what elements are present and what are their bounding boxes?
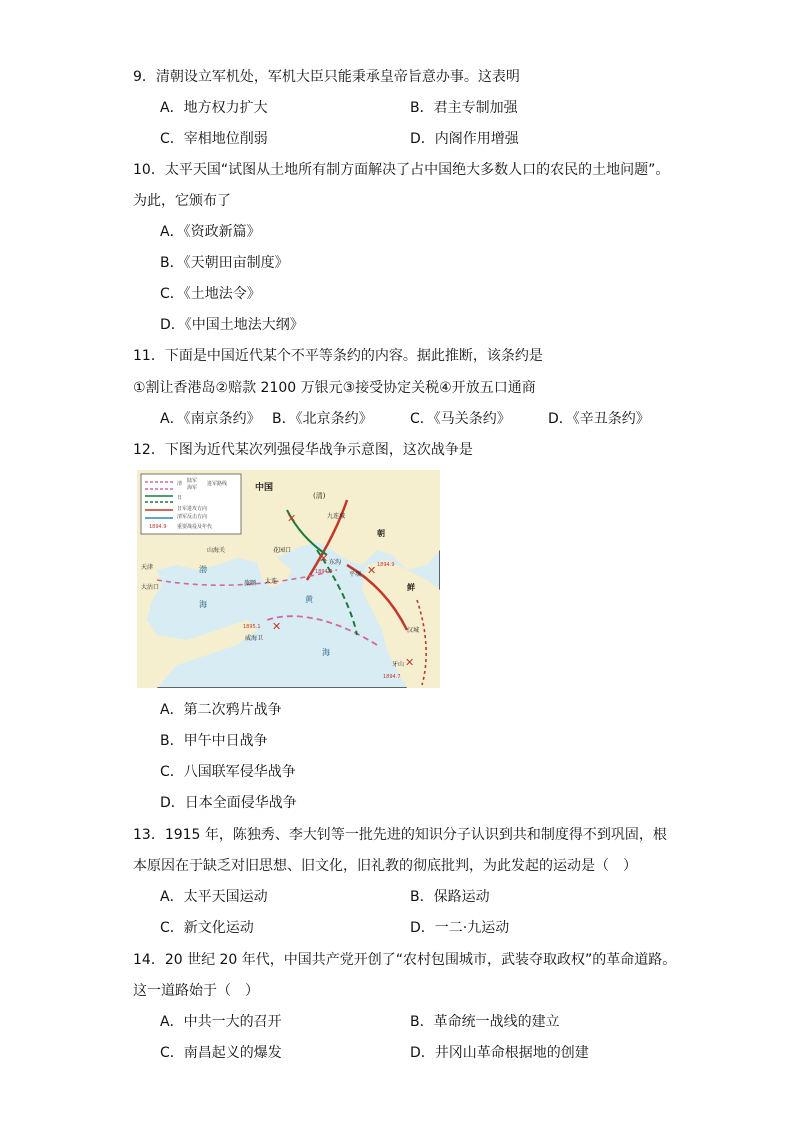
q13-option-d[interactable]: D．一二·九运动 (410, 920, 510, 936)
q11-option-c[interactable]: C．《马关条约》 (410, 411, 511, 427)
q10-option-a[interactable]: A．《资政新篇》 (160, 224, 261, 240)
battle-marker-5: ✕ (405, 656, 415, 669)
label-chao: 朝 (377, 529, 385, 538)
label-china: 中国 (255, 483, 274, 493)
q14-option-d[interactable]: D．井冈山革命根据地的创建 (410, 1045, 589, 1061)
q10-option-b[interactable]: B．《天朝田亩制度》 (160, 255, 289, 271)
legend-japan: 日 (177, 495, 183, 501)
label-year-weihaiwei: 1895.1 (243, 624, 261, 630)
label-yashan: 牙山 (392, 661, 405, 668)
q13-stem-line1: 13．1915 年，陈独秀、李大钊等一批先进的知识分子认识到共和制度得不到巩固，根 (133, 827, 667, 843)
label-qing: (清) (313, 492, 326, 500)
q12-option-c[interactable]: C．八国联军侵华战争 (160, 764, 296, 780)
label-dagukou: 大沽口 (141, 584, 160, 591)
label-lushun: 旅顺 (244, 580, 257, 587)
label-jiuliancheng: 九连城 (327, 513, 346, 520)
q13-option-a[interactable]: A．太平天国运动 (160, 889, 268, 905)
war-map-svg (137, 470, 440, 688)
legend-battle-year: 1894.9 (149, 524, 167, 530)
q14-stem-line2: 这一道路始于（ ） (133, 983, 259, 999)
battle-marker-1: ✕ (287, 512, 297, 525)
label-shanhaiguan: 山海关 (207, 547, 226, 554)
legend-japan-attack: 日军进攻方向 (177, 506, 208, 512)
q12-option-a[interactable]: A．第二次鸦片战争 (160, 702, 282, 718)
q9-option-c[interactable]: C．宰相地位削弱 (160, 131, 268, 147)
q14-option-c[interactable]: C．南昌起义的爆发 (160, 1045, 282, 1061)
label-pyongyang: 平壤 (349, 571, 362, 578)
label-year-yashan: 1894.7 (383, 674, 401, 680)
label-seoul: 汉城 (407, 627, 420, 634)
q10-option-c[interactable]: C．《土地法令》 (160, 286, 261, 302)
q12-stem: 12．下图为近代某次列强侵华战争示意图，这次战争是 (133, 442, 473, 458)
q11-stem: 11．下面是中国近代某个不平等条约的内容。据此推断，该条约是 (133, 348, 543, 364)
legend-army: 陆军 (187, 478, 198, 484)
q11-option-b[interactable]: B．《北京条约》 (272, 411, 373, 427)
q13-stem-line2: 本原因在于缺乏对旧思想、旧文化，旧礼教的彻底批判，为此发起的运动是（ ） (133, 858, 637, 874)
label-xian: 鲜 (407, 583, 415, 592)
label-year-pyongyang: 1894.9 (377, 562, 395, 568)
q9-option-d[interactable]: D．内阁作用增强 (410, 131, 519, 147)
q14-option-b[interactable]: B．革命统一战线的建立 (410, 1014, 560, 1030)
q9-option-a[interactable]: A．地方权力扩大 (160, 100, 268, 116)
label-bo: 渤 (199, 565, 207, 574)
battle-marker-2: ✕ (319, 552, 329, 565)
q10-option-d[interactable]: D．《中国土地法大纲》 (160, 317, 304, 333)
q9-option-b[interactable]: B．君主专制加强 (410, 100, 518, 116)
label-year-donggou: 1894.9 (315, 569, 333, 575)
label-dalian: 大连 (265, 578, 278, 585)
q9-stem: 9．清朝设立军机处，军机大臣只能秉承皇帝旨意办事。这表明 (133, 69, 520, 85)
legend-battle: 重要战役及年代 (177, 524, 213, 530)
legend-qing: 清 (177, 481, 183, 487)
q14-stem-line1: 14．20 世纪 20 年代，中国共产党开创了“农村包围城市，武装夺取政权”的革命道路。 (133, 952, 677, 968)
legend-qing-counter: 清军反击方向 (177, 514, 208, 520)
q11-option-d[interactable]: D．《辛丑条约》 (548, 411, 650, 427)
legend-navy: 海军 (187, 485, 198, 491)
q14-option-a[interactable]: A．中共一大的召开 (160, 1014, 282, 1030)
q13-option-b[interactable]: B．保路运动 (410, 889, 490, 905)
battle-marker-4: ✕ (272, 620, 282, 633)
q12-option-d[interactable]: D．日本全面侵华战争 (160, 795, 297, 811)
label-huang: 黄 (305, 595, 313, 604)
legend-route: 进军路线 (207, 481, 228, 487)
q13-option-c[interactable]: C．新文化运动 (160, 920, 254, 936)
label-huanghai-hai: 海 (322, 648, 330, 657)
q10-stem-line1: 10．太平天国“试图从土地所有制方面解决了占中国绝大多数人口的农民的土地问题”。 (133, 162, 670, 178)
label-tianjin: 天津 (141, 564, 154, 571)
q12-option-b[interactable]: B．甲午中日战争 (160, 733, 268, 749)
label-huayuankou: 花园口 (273, 547, 292, 554)
label-donggou: 东沟 (329, 559, 342, 566)
war-map (137, 470, 440, 688)
label-bohai-hai: 海 (199, 600, 207, 609)
q11-treaty-content: ①割让香港岛②赔款 2100 万银元③接受协定关税④开放五口通商 (133, 380, 536, 396)
q11-option-a[interactable]: A．《南京条约》 (160, 411, 261, 427)
q10-stem-line2: 为此，它颁布了 (133, 193, 231, 209)
label-weihaiwei: 威海卫 (245, 635, 264, 642)
battle-marker-3: ✕ (367, 564, 377, 577)
